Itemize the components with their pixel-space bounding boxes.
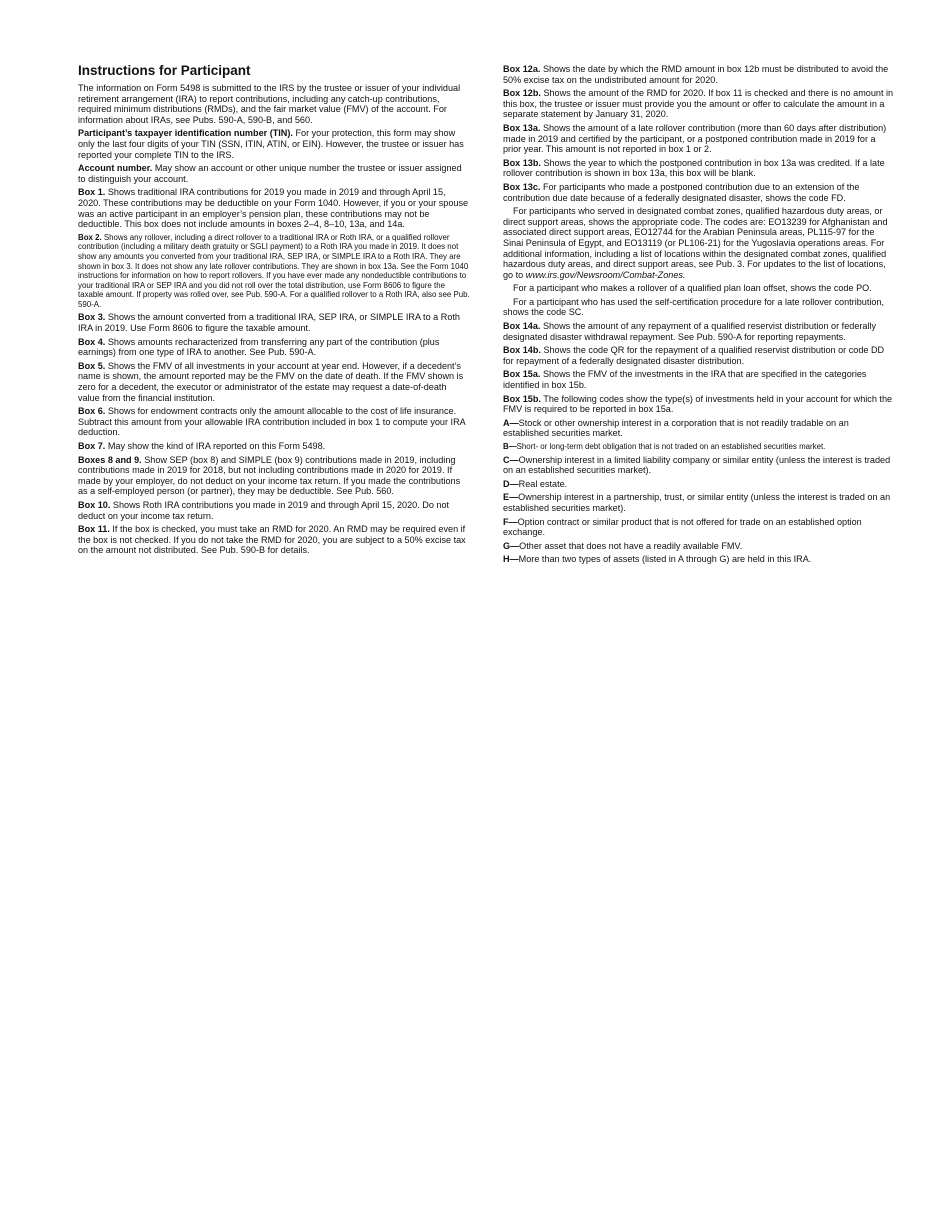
boxes-8-9-paragraph: Boxes 8 and 9. Show SEP (box 8) and SIMPLE (box 9) contributions made in 2019, including contributions made in 2019 for 2018, but not including contributions made in 2020 for 2019. If made by your employer, do not deduct on your income tax return. If you made the contributions as a self-employed person (or partner), they may be deductible. See Pub. 560.	[78, 454, 461, 497]
code-po-paragraph: For a participant who makes a rollover of a qualified plan loan offset, shows the code PO.	[513, 283, 872, 294]
box-15a-paragraph: Box 15a. Shows the FMV of the investments in the IRA that are specified in the categories identified in box 15b.	[503, 369, 867, 391]
box-3-paragraph: Box 3. Shows the amount converted from a traditional IRA, SEP IRA, or SIMPLE IRA to a Roth IRA in 2019. Use Form 8606 to figure the taxable amount.	[78, 312, 460, 334]
box-14a-paragraph: Box 14a. Shows the amount of any repayment of a qualified reservist distribution or federally designated disaster withdrawal repayment. See Pub. 590-A for reporting repayments.	[503, 321, 877, 342]
account-number-paragraph: Account number. May show an account or other unique number the trustee or issuer assigned to distinguish your account.	[78, 163, 462, 184]
box-12a-paragraph: Box 12a. Shows the date by which the RMD amount in box 12b must be distributed to avoid the 50% excise tax on the undistributed amount for 2020.	[503, 64, 889, 85]
box-12b-paragraph: Box 12b. Shows the amount of the RMD for 2020. If box 11 is checked and there is no amount in this box, the trustee or issuer must provide you the amount or offer to calculate the amount in a separate statement by January 31, 2020.	[503, 88, 894, 120]
code-h-item: H—More than two types of assets (listed in A through G) are held in this IRA.	[503, 554, 812, 565]
box-14b-paragraph: Box 14b. Shows the code QR for the repayment of a qualified reservist distribution or code DD for repayment of a federally designated disaster distribution.	[503, 345, 885, 366]
box-7-paragraph: Box 7. May show the kind of IRA reported on this Form 5498.	[78, 441, 326, 451]
code-d-item: D—Real estate.	[503, 478, 568, 489]
box-11-paragraph: Box 11. If the box is checked, you must take an RMD for 2020. An RMD may be required even if the box is not checked. If you do not take the RMD for 2020, you are subject to a 50% excise tax on the amount not distributed. See Pub. 590-B for details.	[78, 524, 466, 556]
code-g-item: G—Other asset that does not have a readily available FMV.	[503, 540, 743, 551]
left-column	[78, 63, 470, 559]
box-1-paragraph: Box 1. Shows traditional IRA contributions for 2019 you made in 2019 and through April 15, 2020. These contributions may be deductible on your Form 1040. However, if you or your spouse was an active participant in an employer’s pension plan, these contributions may not be deductible. This box does not include amounts in boxes 2–4, 8–10, 13a, and 14a.	[78, 187, 469, 230]
box-2-paragraph: Box 2. Shows any rollover, including a direct rollover to a traditional IRA or Roth IRA, or a qualified rollover contribution (including a military death gratuity or SGLI payment) to a Roth IRA you made in 2019. It does not show any amounts you converted from your traditional IRA, SEP IRA, or SIMPLE IRA to a Roth IRA. They are shown in box 3. It does not show any late rollover contributions. They are shown in box 13a. See the Form 1040 instructions for information on how to report rollovers. If you have ever made any nondeductible contributions to your traditional IRA or SEP IRA and you did not roll over the total distribution, use Form 8606 to figure the taxable amount. If property was rolled over, see Pub. 590-A. For a qualified rollover to a Roth IRA, also see Pub. 590-A.	[78, 232, 470, 309]
tin-label: Participant’s taxpayer identification number (TIN).	[78, 128, 293, 139]
box-6-paragraph: Box 6. Shows for endowment contracts only the amount allocable to the cost of life insurance. Subtract this amount from your allowable IRA contribution included in box 1 to compute your IRA deduction.	[78, 406, 466, 438]
page-title: Instructions for Participant	[78, 63, 251, 78]
right-column	[503, 64, 895, 568]
intro-paragraph: The information on Form 5498 is submitted to the IRS by the trustee or issuer of your individual retirement arrangement (IRA) to report contributions, including any catch-up contributions, required minimum distributions (RMDs), and the fair market value (FMV) of the account. For information about IRAs, see Pubs. 590-A, 590-B, and 560.	[78, 83, 461, 125]
code-sc-paragraph: For a participant who has used the self-certification procedure for a late rollover contribution, shows the code SC.	[503, 296, 885, 318]
box-13b-paragraph: Box 13b. Shows the year to which the postponed contribution in box 13a was credited. If a late rollover contribution is shown in box 13a, this box will be blank.	[503, 157, 885, 179]
combat-zones-paragraph: For participants who served in designated combat zones, qualified hazardous duty areas, or direct support areas, shows the appropriate code. The codes are: EO13239 for Afghanistan and associated direct support areas, EO12744 for the Arabian Peninsula areas, PL115-97 for the Sinai Peninsula of Egypt, and EO13119 (or PL106-21) for the Yugoslavia operations areas. For additional information, including a list of locations within the designated combat zones, qualified hazardous duty areas, and direct support areas, see Pub. 3. For updates to the list of locations, go to www.irs.gov/Newsroom/Combat-Zones.	[503, 206, 888, 280]
box-15b-paragraph: Box 15b. The following codes show the type(s) of investments held in your account for which the FMV is required to be reported in box 15a.	[503, 393, 893, 415]
account-number-label: Account number.	[78, 163, 153, 174]
box-13a-paragraph: Box 13a. Shows the amount of a late rollover contribution (more than 60 days after distribution) made in 2019 and certified by the participant, or a postponed contribution made in 2019 for a prior year. This amount is not reported in box 1 or 2.	[503, 122, 887, 155]
code-c-item: C—Ownership interest in a limited liability company or similar entity (unless the interest is traded on an established securities market).	[503, 454, 891, 476]
code-b-item: B—Short- or long-term debt obligation that is not traded on an established securities market.	[503, 442, 826, 451]
code-f-item: F—Option contract or similar product that is not offered for trade on an established option exchange.	[503, 516, 862, 538]
box-10-paragraph: Box 10. Shows Roth IRA contributions you made in 2019 and through April 15, 2020. Do not deduct on your income tax return.	[78, 499, 450, 521]
code-a-item: A—Stock or other ownership interest in a corporation that is not readily tradable on an established securities market.	[503, 417, 849, 439]
tin-paragraph: Participant’s taxpayer identification number (TIN). For your protection, this form may show only the last four digits of your TIN (SSN, ITIN, ATIN, or EIN). However, the trustee or issuer has reported your complete TIN to the IRS.	[78, 128, 464, 160]
box-5-paragraph: Box 5. Shows the FMV of all investments in your account at year end. However, if a decedent’s name is shown, the amount reported may be the FMV on the date of death. If the FMV shown is zero for a decedent, the executor or administrator of the estate may request a date-of-death value from the financial institution.	[78, 360, 464, 403]
combat-zones-link[interactable]: www.irs.gov/Newsroom/Combat-Zones.	[525, 269, 686, 280]
box-13c-paragraph: Box 13c. For participants who made a postponed contribution due to an extension of the contribution due date because of a federally designated disaster, shows the code FD.	[503, 181, 860, 203]
code-e-item: E—Ownership interest in a partnership, trust, or similar entity (unless the interest is traded on an established securities market).	[503, 492, 891, 513]
box-4-paragraph: Box 4. Shows amounts recharacterized from transferring any part of the contribution (plus earnings) from one type of IRA to another. See Pub. 590-A.	[78, 336, 440, 358]
